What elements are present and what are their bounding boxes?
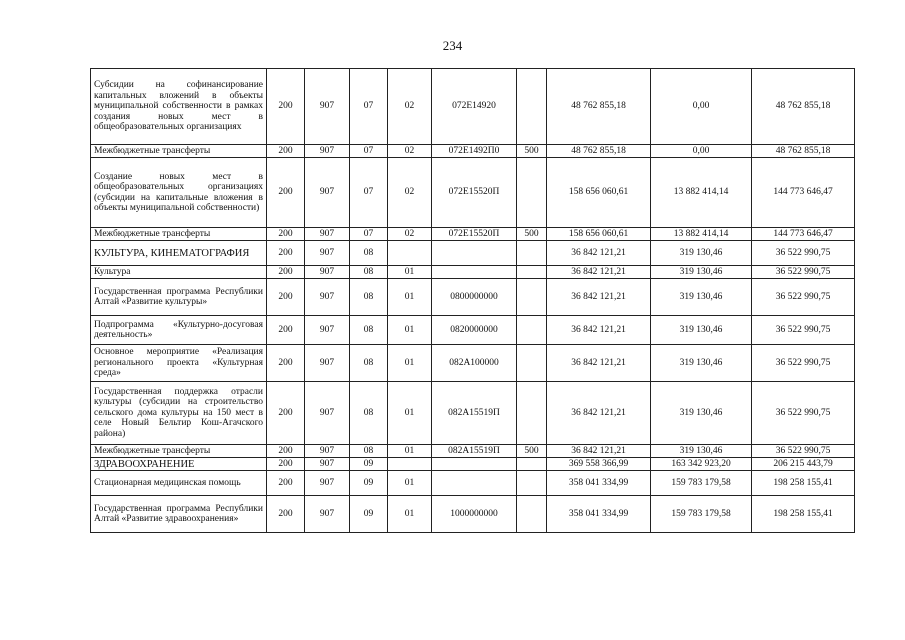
row-v3-cell: 198 258 155,41 xyxy=(752,471,855,496)
row-v3-cell: 36 522 990,75 xyxy=(752,316,855,345)
row-name-cell: КУЛЬТУРА, КИНЕМАТОГРАФИЯ xyxy=(91,241,267,266)
row-v1-cell: 369 558 366,99 xyxy=(547,458,651,471)
table-row xyxy=(91,266,855,279)
row-c6-cell xyxy=(517,316,547,345)
row-c6-cell xyxy=(517,496,547,533)
row-c3-cell: 07 xyxy=(350,69,388,145)
row-c5-cell: 082A15519П xyxy=(432,382,517,445)
row-name-cell: ЗДРАВООХРАНЕНИЕ xyxy=(91,458,267,471)
row-c2-cell: 907 xyxy=(305,471,350,496)
row-c2-cell: 907 xyxy=(305,316,350,345)
row-v3-cell: 206 215 443,79 xyxy=(752,458,855,471)
table-row xyxy=(91,158,855,228)
row-c5-cell xyxy=(432,241,517,266)
row-c2-cell: 907 xyxy=(305,241,350,266)
row-c3-cell: 08 xyxy=(350,279,388,316)
row-c5-cell: 0820000000 xyxy=(432,316,517,345)
row-v2-cell: 319 130,46 xyxy=(651,241,752,266)
row-c1-cell: 200 xyxy=(267,69,305,145)
row-v3-cell: 144 773 646,47 xyxy=(752,158,855,228)
row-v1-cell: 358 041 334,99 xyxy=(547,471,651,496)
table-row xyxy=(91,345,855,382)
row-c6-cell xyxy=(517,382,547,445)
budget-table xyxy=(90,68,855,533)
row-c6-cell xyxy=(517,279,547,316)
row-name-cell: Культура xyxy=(91,266,267,279)
row-c5-cell: 072E15520П xyxy=(432,158,517,228)
row-v2-cell: 319 130,46 xyxy=(651,279,752,316)
row-c4-cell: 02 xyxy=(388,69,432,145)
row-v2-cell: 319 130,46 xyxy=(651,445,752,458)
row-c6-cell xyxy=(517,458,547,471)
row-name-cell: Основное мероприятие «Реализация регионального проекта «Культурная среда» xyxy=(91,345,267,382)
row-c5-cell: 072E1492П0 xyxy=(432,145,517,158)
row-v2-cell: 13 882 414,14 xyxy=(651,158,752,228)
row-c1-cell: 200 xyxy=(267,241,305,266)
table-row xyxy=(91,228,855,241)
row-c6-cell xyxy=(517,69,547,145)
row-v1-cell: 36 842 121,21 xyxy=(547,316,651,345)
row-c2-cell: 907 xyxy=(305,458,350,471)
row-name-cell: Субсидии на софинансирование капитальных вложений в объекты муниципальной собственности в рамках создания новых мест в общеобразовательных организациях xyxy=(91,69,267,145)
row-v1-cell: 48 762 855,18 xyxy=(547,145,651,158)
row-v2-cell: 319 130,46 xyxy=(651,266,752,279)
row-v3-cell: 36 522 990,75 xyxy=(752,279,855,316)
row-name-cell: Государственная поддержка отрасли культуры (субсидии на строительство сельского дома культуры на 150 мест в селе Новый Бельтир Кош-Агачского района) xyxy=(91,382,267,445)
row-c2-cell: 907 xyxy=(305,345,350,382)
row-v1-cell: 36 842 121,21 xyxy=(547,345,651,382)
row-c3-cell: 08 xyxy=(350,445,388,458)
row-v2-cell: 319 130,46 xyxy=(651,316,752,345)
row-v2-cell: 319 130,46 xyxy=(651,382,752,445)
table-row xyxy=(91,445,855,458)
row-v1-cell: 36 842 121,21 xyxy=(547,266,651,279)
row-c4-cell: 01 xyxy=(388,496,432,533)
row-name-cell: Межбюджетные трансферты xyxy=(91,228,267,241)
row-c4-cell: 02 xyxy=(388,228,432,241)
row-c6-cell xyxy=(517,158,547,228)
table-row xyxy=(91,69,855,145)
row-c4-cell xyxy=(388,241,432,266)
row-c2-cell: 907 xyxy=(305,158,350,228)
row-c3-cell: 08 xyxy=(350,316,388,345)
row-c1-cell: 200 xyxy=(267,496,305,533)
row-v3-cell: 48 762 855,18 xyxy=(752,145,855,158)
row-c5-cell: 072E14920 xyxy=(432,69,517,145)
row-c3-cell: 09 xyxy=(350,496,388,533)
row-v1-cell: 158 656 060,61 xyxy=(547,158,651,228)
row-v2-cell: 319 130,46 xyxy=(651,345,752,382)
row-c5-cell: 082A15519П xyxy=(432,445,517,458)
row-c2-cell: 907 xyxy=(305,382,350,445)
row-c1-cell: 200 xyxy=(267,382,305,445)
table-row xyxy=(91,316,855,345)
row-name-cell: Государственная программа Республики Алтай «Развитие культуры» xyxy=(91,279,267,316)
row-v3-cell: 36 522 990,75 xyxy=(752,266,855,279)
table-body xyxy=(91,69,855,533)
row-c2-cell: 907 xyxy=(305,496,350,533)
row-c5-cell: 072E15520П xyxy=(432,228,517,241)
row-c6-cell xyxy=(517,345,547,382)
row-c4-cell: 01 xyxy=(388,279,432,316)
row-c3-cell: 07 xyxy=(350,158,388,228)
row-v3-cell: 48 762 855,18 xyxy=(752,69,855,145)
row-c4-cell: 01 xyxy=(388,382,432,445)
row-c1-cell: 200 xyxy=(267,316,305,345)
row-v2-cell: 0,00 xyxy=(651,145,752,158)
row-c4-cell: 01 xyxy=(388,445,432,458)
row-c6-cell xyxy=(517,471,547,496)
row-name-cell: Межбюджетные трансферты xyxy=(91,445,267,458)
row-name-cell: Стационарная медицинская помощь xyxy=(91,471,267,496)
row-c3-cell: 08 xyxy=(350,345,388,382)
row-c4-cell: 02 xyxy=(388,158,432,228)
row-v1-cell: 158 656 060,61 xyxy=(547,228,651,241)
row-name-cell: Межбюджетные трансферты xyxy=(91,145,267,158)
row-v2-cell: 163 342 923,20 xyxy=(651,458,752,471)
row-c2-cell: 907 xyxy=(305,69,350,145)
row-name-cell: Создание новых мест в общеобразовательных организациях (субсидии на капитальные вложения в объекты муниципальной собственности) xyxy=(91,158,267,228)
row-c6-cell: 500 xyxy=(517,445,547,458)
row-c4-cell: 01 xyxy=(388,316,432,345)
row-c5-cell xyxy=(432,458,517,471)
row-v3-cell: 36 522 990,75 xyxy=(752,345,855,382)
row-c2-cell: 907 xyxy=(305,228,350,241)
row-c5-cell xyxy=(432,266,517,279)
row-c6-cell: 500 xyxy=(517,145,547,158)
row-c3-cell: 09 xyxy=(350,471,388,496)
row-v1-cell: 36 842 121,21 xyxy=(547,241,651,266)
row-c4-cell xyxy=(388,458,432,471)
row-c3-cell: 08 xyxy=(350,241,388,266)
row-c3-cell: 07 xyxy=(350,228,388,241)
row-c6-cell: 500 xyxy=(517,228,547,241)
row-c3-cell: 07 xyxy=(350,145,388,158)
row-c1-cell: 200 xyxy=(267,266,305,279)
row-c5-cell xyxy=(432,471,517,496)
row-c5-cell: 1000000000 xyxy=(432,496,517,533)
row-v3-cell: 36 522 990,75 xyxy=(752,445,855,458)
row-v1-cell: 36 842 121,21 xyxy=(547,445,651,458)
table-row xyxy=(91,471,855,496)
row-c5-cell: 0800000000 xyxy=(432,279,517,316)
row-c1-cell: 200 xyxy=(267,158,305,228)
row-c1-cell: 200 xyxy=(267,458,305,471)
row-v1-cell: 36 842 121,21 xyxy=(547,279,651,316)
row-c6-cell xyxy=(517,241,547,266)
row-c2-cell: 907 xyxy=(305,145,350,158)
row-c1-cell: 200 xyxy=(267,228,305,241)
row-c4-cell: 01 xyxy=(388,345,432,382)
row-c2-cell: 907 xyxy=(305,279,350,316)
table-row xyxy=(91,241,855,266)
row-c1-cell: 200 xyxy=(267,445,305,458)
table-row xyxy=(91,279,855,316)
row-v2-cell: 13 882 414,14 xyxy=(651,228,752,241)
row-v2-cell: 159 783 179,58 xyxy=(651,496,752,533)
table-row xyxy=(91,458,855,471)
row-c6-cell xyxy=(517,266,547,279)
row-v3-cell: 36 522 990,75 xyxy=(752,241,855,266)
row-v1-cell: 48 762 855,18 xyxy=(547,69,651,145)
row-c4-cell: 01 xyxy=(388,266,432,279)
row-v2-cell: 159 783 179,58 xyxy=(651,471,752,496)
table-row xyxy=(91,145,855,158)
row-c1-cell: 200 xyxy=(267,471,305,496)
row-c2-cell: 907 xyxy=(305,445,350,458)
row-c1-cell: 200 xyxy=(267,279,305,316)
row-c4-cell: 02 xyxy=(388,145,432,158)
row-name-cell: Подпрограмма «Культурно-досуговая деятельность» xyxy=(91,316,267,345)
row-c3-cell: 09 xyxy=(350,458,388,471)
row-v3-cell: 198 258 155,41 xyxy=(752,496,855,533)
row-v2-cell: 0,00 xyxy=(651,69,752,145)
row-v3-cell: 144 773 646,47 xyxy=(752,228,855,241)
row-v1-cell: 36 842 121,21 xyxy=(547,382,651,445)
row-c3-cell: 08 xyxy=(350,382,388,445)
row-c2-cell: 907 xyxy=(305,266,350,279)
row-c3-cell: 08 xyxy=(350,266,388,279)
row-c5-cell: 082A100000 xyxy=(432,345,517,382)
row-c1-cell: 200 xyxy=(267,145,305,158)
table-row xyxy=(91,496,855,533)
row-v3-cell: 36 522 990,75 xyxy=(752,382,855,445)
table-row xyxy=(91,382,855,445)
row-v1-cell: 358 041 334,99 xyxy=(547,496,651,533)
row-c4-cell: 01 xyxy=(388,471,432,496)
row-c1-cell: 200 xyxy=(267,345,305,382)
row-name-cell: Государственная программа Республики Алтай «Развитие здравоохранения» xyxy=(91,496,267,533)
page-number: 234 xyxy=(442,38,463,53)
